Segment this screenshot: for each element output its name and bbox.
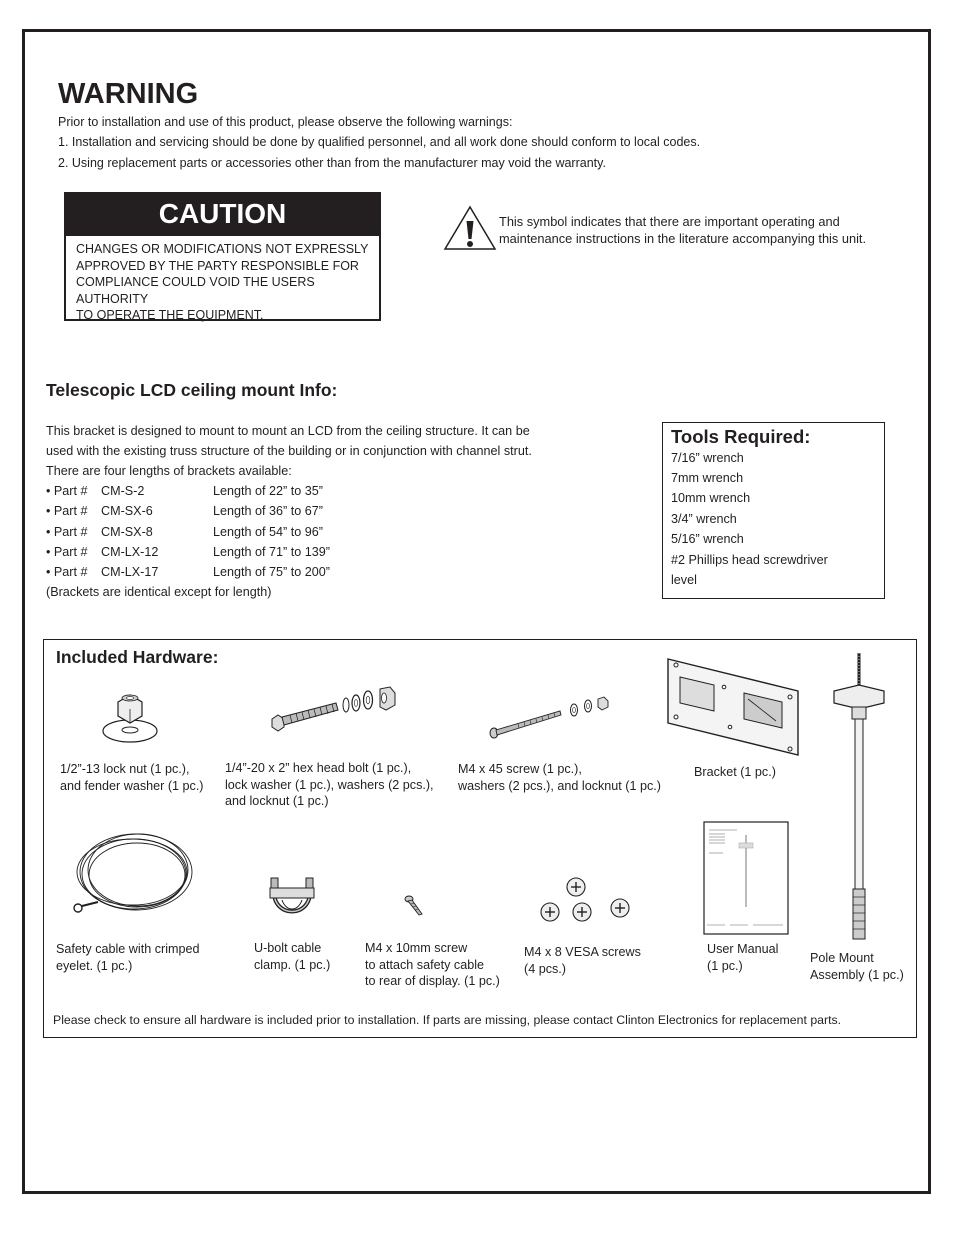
warning-intro: Prior to installation and use of this product, please observe the following warnings: [58,115,513,129]
caption-line: washers (2 pcs.), and locknut (1 pc.) [458,778,661,793]
hardware-title: Included Hardware: [56,647,219,667]
caution-title: CAUTION [66,194,379,236]
part-length: Length of 71” to 139” [213,545,330,559]
part-prefix: • Part # [46,545,88,559]
caption-line: 1/4”-20 x 2” hex head bolt (1 pc.), [225,761,412,775]
user-manual-icon [703,821,789,935]
info-line: There are four lengths of brackets available: [46,464,292,478]
caution-line: TO OPERATE THE EQUIPMENT. [76,308,264,322]
caption-line: and fender washer (1 pc.) [60,778,204,793]
tools-box [662,422,885,599]
caption-line: Safety cable with crimped [56,942,200,956]
info-note: (Brackets are identical except for length) [46,585,272,599]
caption-line: 1/2”-13 lock nut (1 pc.), [60,762,190,776]
hardware-caption-m4-10-screw [365,940,500,990]
caption-line: U-bolt cable [254,941,322,955]
hardware-caption-safety-cable [56,941,200,974]
info-line: used with the existing truss structure of the building or in conjunction with channel strut. [46,444,532,458]
warning-item-2: 2. Using replacement parts or accessories other than from the manufacturer may void the warranty. [58,156,606,170]
tool-item: 7mm wrench [671,471,744,485]
hex-bolt-set-icon [268,683,398,733]
part-code: CM-LX-17 [101,565,159,579]
caution-line: APPROVED BY THE PARTY RESPONSIBLE FOR [76,258,359,273]
symbol-note-line: This symbol indicates that there are important operating and [499,214,840,229]
caption-line: M4 x 45 screw (1 pc.), [458,762,582,776]
caption-line: User Manual [707,942,779,956]
part-length: Length of 36” to 67” [213,504,323,518]
caution-text [66,236,379,324]
caption-line: M4 x 8 VESA screws [524,945,641,959]
caption-line: eyelet. (1 pc.) [56,958,133,973]
symbol-note [499,214,899,247]
caption-line: and locknut (1 pc.) [225,794,329,808]
caption-line: (4 pcs.) [524,961,566,976]
tool-item: level [671,573,697,587]
symbol-note-line: maintenance instructions in the literature accompanying this unit. [499,230,867,246]
part-length: Length of 75” to 200” [213,565,330,579]
caption-line: Bracket (1 pc.) [694,765,776,779]
part-prefix: • Part # [46,504,88,518]
info-title: Telescopic LCD ceiling mount Info: [46,380,338,400]
part-code: CM-SX-8 [101,525,153,539]
tool-item: 3/4” wrench [671,512,737,526]
warning-item-1: 1. Installation and servicing should be done by qualified personnel, and all work done should conform to local codes. [58,135,701,149]
part-row [46,504,323,518]
info-line: This bracket is designed to mount to mount an LCD from the ceiling structure. It can be [46,424,530,438]
part-length: Length of 22” to 35” [213,484,323,498]
hardware-caption-u-bolt [254,940,330,973]
lock-nut-washer-icon [100,686,160,748]
caption-line: clamp. (1 pc.) [254,957,331,972]
part-code: CM-SX-6 [101,504,153,518]
caption-line: to attach safety cable [365,957,485,972]
vesa-screws-icon [536,874,636,930]
part-prefix: • Part # [46,525,88,539]
tools-title: Tools Required: [671,426,811,447]
m4-10-screw-icon [403,894,427,918]
caution-line: COMPLIANCE COULD VOID THE USERS AUTHORITY [76,275,315,306]
part-code: CM-LX-12 [101,545,159,559]
bracket-icon [664,655,804,760]
caption-line: Assembly (1 pc.) [810,967,904,982]
caution-line: CHANGES OR MODIFICATIONS NOT EXPRESSLY [76,242,369,256]
hardware-caption-bracket [694,764,776,781]
hardware-caption-lock-nut [60,761,204,794]
hardware-caption-hex-bolt [225,760,434,810]
hardware-caption-vesa-screws [524,944,641,977]
tool-item: 7/16” wrench [671,451,744,465]
hardware-caption-user-manual [707,941,778,974]
m4-45-screw-set-icon [488,693,613,741]
pole-mount-assembly-icon [828,651,888,951]
warning-triangle-icon [443,205,497,251]
part-row [46,484,323,498]
warning-title: WARNING [58,78,199,110]
hardware-caption-pole-mount [810,950,904,983]
part-length: Length of 54” to 96” [213,525,323,539]
caption-line: Pole Mount [810,951,874,965]
tool-item: 10mm wrench [671,491,751,505]
u-bolt-clamp-icon [264,874,320,922]
hardware-caption-m4-45-screw [458,761,661,794]
tool-item: #2 Phillips head screwdriver [671,553,828,567]
part-row [46,565,330,579]
safety-cable-icon [68,826,198,921]
part-row [46,545,330,559]
caption-line: (1 pc.) [707,958,743,973]
caution-box [64,192,381,321]
caption-line: lock washer (1 pc.), washers (2 pcs.), [225,777,434,792]
part-prefix: • Part # [46,484,88,498]
hardware-footnote: Please check to ensure all hardware is included prior to installation. If parts are missing, please contact Clinton Electronics for replacement parts. [53,1013,842,1027]
caption-line: to rear of display. (1 pc.) [365,974,500,988]
part-row [46,525,323,539]
part-prefix: • Part # [46,565,88,579]
tool-item: 5/16” wrench [671,532,744,546]
part-code: CM-S-2 [101,484,145,498]
caption-line: M4 x 10mm screw [365,941,468,955]
